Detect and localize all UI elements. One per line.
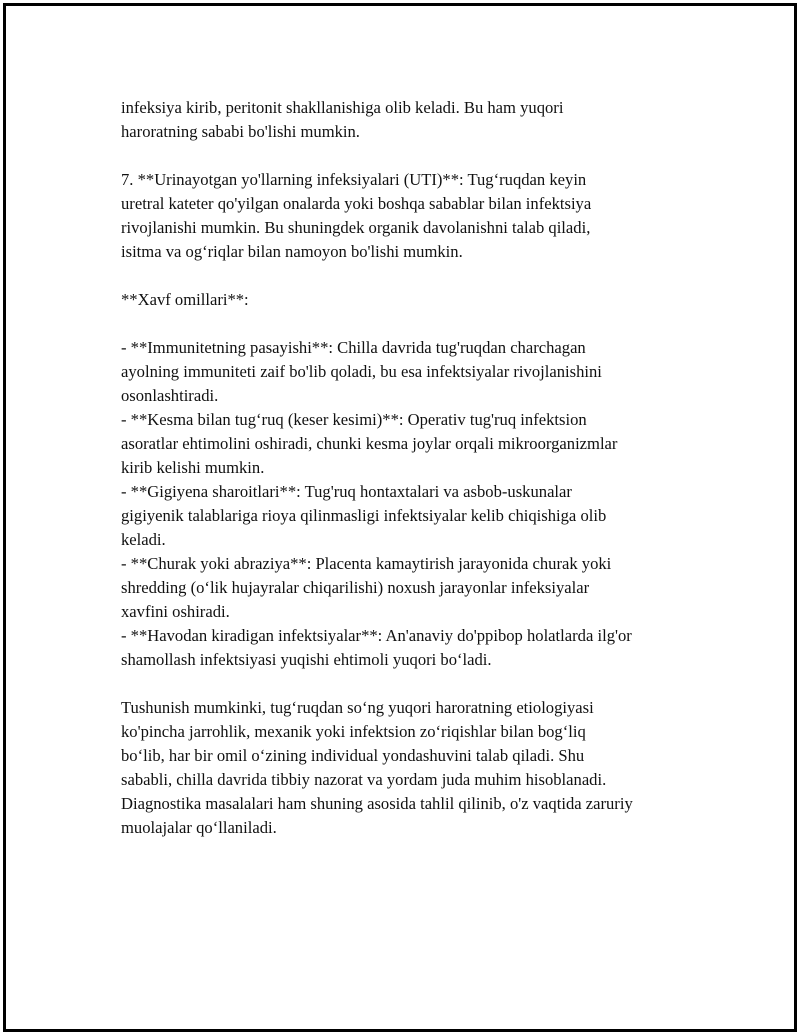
text-line: bo‘lib, har bir omil o‘zining individual yondashuvini talab qiladi. Shu bbox=[121, 746, 585, 765]
paragraph-uti bbox=[121, 168, 711, 264]
list-item-line: - **Kesma bilan tug‘ruq (keser kesimi)**: Operativ tug'ruq infektsion bbox=[121, 410, 587, 429]
text-line: sababli, chilla davrida tibbiy nazorat va yordam juda muhim hisoblanadi. bbox=[121, 770, 607, 789]
list-item-line: shamollash infektsiyasi yuqishi ehtimoli yuqori bo‘ladi. bbox=[121, 650, 492, 669]
list-item-line: - **Churak yoki abraziya**: Placenta kamaytirish jarayonida churak yoki bbox=[121, 554, 612, 573]
list-item-line: osonlashtiradi. bbox=[121, 386, 219, 405]
list-item-line: - **Gigiyena sharoitlari**: Tug'ruq hontaxtalari va asbob-uskunalar bbox=[121, 482, 572, 501]
list-item-line: keladi. bbox=[121, 530, 166, 549]
text-line: rivojlanishi mumkin. Bu shuningdek organik davolanishni talab qiladi, bbox=[121, 218, 591, 237]
text-line: Tushunish mumkinki, tug‘ruqdan so‘ng yuqori haroratning etiologiyasi bbox=[121, 698, 594, 717]
section-heading-risk-factors bbox=[121, 288, 711, 312]
paragraph-peritonitis-continuation bbox=[121, 96, 711, 144]
paragraph-gap bbox=[121, 144, 711, 168]
paragraph-gap bbox=[121, 672, 711, 696]
text-line: 7. **Urinayotgan yo'llarning infeksiyalari (UTI)**: Tug‘ruqdan keyin bbox=[121, 170, 587, 189]
text-line: infeksiya kirib, peritonit shakllanishiga olib keladi. Bu ham yuqori bbox=[121, 98, 564, 117]
text-line: **Xavf omillari**: bbox=[121, 290, 249, 309]
paragraph-gap bbox=[121, 264, 711, 288]
list-item-line: xavfini oshiradi. bbox=[121, 602, 230, 621]
text-line: Diagnostika masalalari ham shuning asosida tahlil qilinib, o'z vaqtida zaruriy bbox=[121, 794, 633, 813]
text-line: muolajalar qo‘llaniladi. bbox=[121, 818, 277, 837]
list-item-line: gigiyenik talablariga rioya qilinmasligi infektsiyalar kelib chiqishiga olib bbox=[121, 506, 607, 525]
page-frame bbox=[3, 3, 797, 1032]
list-item-line: asoratlar ehtimolini oshiradi, chunki kesma joylar orqali mikroorganizmlar bbox=[121, 434, 618, 453]
list-item-line: - **Havodan kiradigan infektsiyalar**: An'anaviy do'ppibop holatlarda ilg'or bbox=[121, 626, 632, 645]
list-item-line: kirib kelishi mumkin. bbox=[121, 458, 265, 477]
text-line: isitma va og‘riqlar bilan namoyon bo'lishi mumkin. bbox=[121, 242, 463, 261]
paragraph-conclusion bbox=[121, 696, 711, 840]
text-line: ko'pincha jarrohlik, mexanik yoki infektsion zo‘riqishlar bilan bog‘liq bbox=[121, 722, 586, 741]
document-body bbox=[121, 96, 711, 840]
text-line: uretral kateter qo'yilgan onalarda yoki boshqa sabablar bilan infektsiya bbox=[121, 194, 592, 213]
list-item-line: shredding (o‘lik hujayralar chiqarilishi) noxush jarayonlar infeksiyalar bbox=[121, 578, 590, 597]
list-item-line: ayolning immuniteti zaif bo'lib qoladi, bu esa infektsiyalar rivojlanishini bbox=[121, 362, 602, 381]
text-line: haroratning sababi bo'lishi mumkin. bbox=[121, 122, 360, 141]
paragraph-gap bbox=[121, 312, 711, 336]
risk-factors-list bbox=[121, 336, 711, 672]
list-item-line: - **Immunitetning pasayishi**: Chilla davrida tug'ruqdan charchagan bbox=[121, 338, 586, 357]
